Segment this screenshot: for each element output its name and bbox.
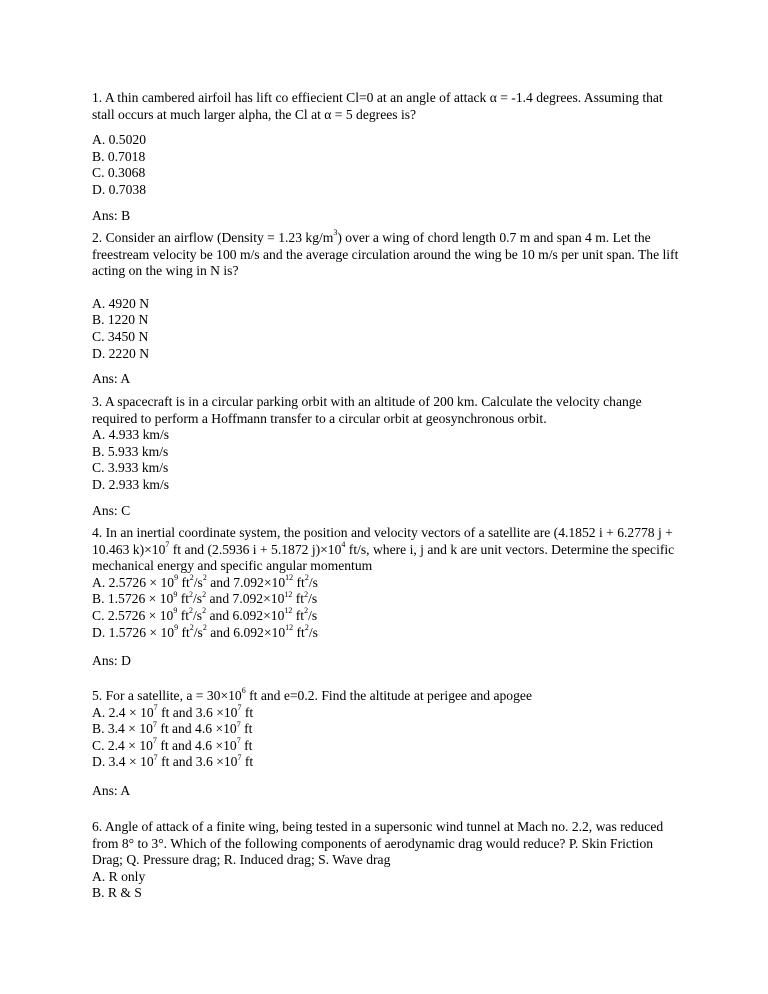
option-part: D. 3.4 × 10 xyxy=(92,754,154,770)
option-part: ft and 4.6 ×10 xyxy=(156,721,237,737)
exponent: 2 xyxy=(189,606,194,616)
option: A. R only xyxy=(92,868,146,884)
exponent: 2 xyxy=(202,589,207,599)
question-3 xyxy=(92,394,684,519)
question-2-answer: Ans: A xyxy=(92,371,131,387)
question-4-answer: Ans: D xyxy=(92,653,131,669)
option-part: ft xyxy=(241,754,254,770)
exponent: 2 xyxy=(304,623,309,633)
question-5-text xyxy=(92,688,684,705)
question-4-text-part: ft/s, where i, j and k are unit vectors. Determine the specific mechanical energy and specific angular momentum xyxy=(92,541,675,574)
exponent: 7 xyxy=(236,736,241,746)
option-part: /s xyxy=(308,607,318,623)
option-part: ft xyxy=(177,591,190,607)
question-4-text-part: ft and (2.5936 i + 5.1872 j)×10 xyxy=(169,541,342,557)
question-6-text: 6. Angle of attack of a finite wing, being tested in a supersonic wind tunnel at Mach no. 2.2, was reduced from 8° to 3°. Which of the following components of aerodynamic drag would reduce? P. Skin Friction Drag; Q. Pressure drag; R. Induced drag; S. Wave drag xyxy=(92,819,664,868)
exponent: 12 xyxy=(285,623,294,633)
option xyxy=(92,608,684,625)
question-1 xyxy=(92,90,684,224)
exponent: 12 xyxy=(284,589,293,599)
option-part: ft xyxy=(292,607,305,623)
exponent: 2 xyxy=(202,606,207,616)
option-part: /s xyxy=(193,607,203,623)
option xyxy=(92,705,684,722)
option: D. 2.933 km/s xyxy=(92,476,170,492)
exponent: 7 xyxy=(237,752,242,762)
question-5 xyxy=(92,688,684,800)
option xyxy=(92,575,684,592)
option-part: and 6.092×10 xyxy=(206,607,285,623)
option-part: ft xyxy=(240,721,253,737)
exponent: 2 xyxy=(189,589,194,599)
exponent: 2 xyxy=(202,623,207,633)
question-2 xyxy=(92,230,684,388)
option-part: ft xyxy=(240,737,253,753)
question-4-text xyxy=(92,525,684,575)
exponent: 2 xyxy=(189,623,194,633)
exponent: 2 xyxy=(304,589,309,599)
option-part: ft xyxy=(241,704,254,720)
option: C. 0.3068 xyxy=(92,165,146,181)
option: B. 1220 N xyxy=(92,312,149,328)
question-1-answer: Ans: B xyxy=(92,207,131,223)
option: A. 4920 N xyxy=(92,295,150,311)
option: B. R & S xyxy=(92,885,142,901)
option xyxy=(92,738,684,755)
option-part: ft and 3.6 ×10 xyxy=(157,704,238,720)
exponent: 7 xyxy=(236,719,241,729)
exponent: 9 xyxy=(173,589,178,599)
option-part: and 6.092×10 xyxy=(206,624,286,640)
question-2-text xyxy=(92,230,684,280)
question-5-text-part: 5. For a satellite, a = 30×10 xyxy=(92,688,242,703)
question-1-text: 1. A thin cambered airfoil has lift co effiecient Cl=0 at an angle of attack α = -1.4 degrees. Assuming that stall occurs at much larger alpha, the Cl at α = 5 degrees is? xyxy=(92,90,663,122)
option-part: /s xyxy=(308,591,318,607)
option-part: /s xyxy=(193,624,203,640)
question-1-options xyxy=(92,132,684,198)
option-part: C. 2.5726 × 10 xyxy=(92,607,174,623)
question-2-text-part: 2. Consider an airflow (Density = 1.23 kg/m xyxy=(92,230,334,245)
exponent: 9 xyxy=(174,573,179,583)
exponent: 12 xyxy=(285,573,294,583)
option-part: A. 2.4 × 10 xyxy=(92,704,154,720)
question-4-options xyxy=(92,575,684,641)
option: B. 5.933 km/s xyxy=(92,443,169,459)
exponent: 9 xyxy=(173,606,178,616)
option-part: ft and 3.6 ×10 xyxy=(157,754,238,770)
question-4-text-part: 4. In an inertial coordinate system, the position and velocity vectors of a satellite are (4.1852 i + 6.2778 j + 10.463 k)×10 xyxy=(92,525,673,557)
exponent: 7 xyxy=(153,703,158,713)
question-3-answer: Ans: C xyxy=(92,502,131,518)
question-5-text-part: ft and e=0.2. Find the altitude at perigee and apogee xyxy=(245,688,532,703)
exponent: 2 xyxy=(189,573,194,583)
option-part: and 7.092×10 xyxy=(206,574,286,590)
exponent: 7 xyxy=(237,703,242,713)
option-part: ft xyxy=(178,624,190,640)
option xyxy=(92,591,684,608)
option: D. 0.7038 xyxy=(92,181,146,197)
option-part: D. 1.5726 × 10 xyxy=(92,624,175,640)
exponent: 3 xyxy=(333,228,338,238)
exponent: 7 xyxy=(165,540,170,550)
option: A. 0.5020 xyxy=(92,132,146,148)
exponent: 2 xyxy=(304,573,309,583)
option-part: /s xyxy=(308,574,318,590)
exponent: 7 xyxy=(152,719,157,729)
question-6 xyxy=(92,819,684,902)
option-part: B. 3.4 × 10 xyxy=(92,721,153,737)
option-part: C. 2.4 × 10 xyxy=(92,737,153,753)
option-part: ft xyxy=(293,624,305,640)
option-part: /s xyxy=(193,574,203,590)
option-part: ft xyxy=(292,591,305,607)
option-part: A. 2.5726 × 10 xyxy=(92,574,175,590)
option xyxy=(92,721,684,738)
question-2-text-part: ) over a wing of chord length 0.7 m and span 4 m. Let the freestream velocity be 100 m/s and the average circulation around the wing be 10 m/s per unit span. The lift acting on the wing in N is? xyxy=(92,230,679,279)
question-2-options xyxy=(92,296,684,362)
option-part: /s xyxy=(193,591,203,607)
option-part: B. 1.5726 × 10 xyxy=(92,591,174,607)
exponent: 2 xyxy=(304,606,309,616)
question-3-options xyxy=(92,427,684,493)
exponent: 7 xyxy=(152,736,157,746)
option xyxy=(92,754,684,771)
option xyxy=(92,625,684,642)
exponent: 4 xyxy=(341,540,346,550)
question-6-options xyxy=(92,869,684,902)
option: C. 3.933 km/s xyxy=(92,460,169,476)
question-4 xyxy=(92,525,684,670)
option-part: /s xyxy=(308,624,318,640)
question-5-answer: Ans: A xyxy=(92,782,131,798)
exponent: 6 xyxy=(241,686,246,696)
question-3-text: 3. A spacecraft is in a circular parking orbit with an altitude of 200 km. Calculate the velocity change required to perform a Hoffmann transfer to a circular orbit at geosynchronous orbit. xyxy=(92,394,642,426)
option-part: and 7.092×10 xyxy=(206,591,285,607)
option: B. 0.7018 xyxy=(92,148,146,164)
exponent: 7 xyxy=(153,752,158,762)
option-part: ft xyxy=(178,574,190,590)
exponent: 12 xyxy=(284,606,293,616)
option-part: ft and 4.6 ×10 xyxy=(156,737,237,753)
option: A. 4.933 km/s xyxy=(92,427,170,443)
exponent: 2 xyxy=(202,573,207,583)
exponent: 9 xyxy=(174,623,179,633)
question-5-options xyxy=(92,705,684,771)
option: D. 2220 N xyxy=(92,345,150,361)
option: C. 3450 N xyxy=(92,328,149,344)
option-part: ft xyxy=(177,607,190,623)
option-part: ft xyxy=(293,574,305,590)
